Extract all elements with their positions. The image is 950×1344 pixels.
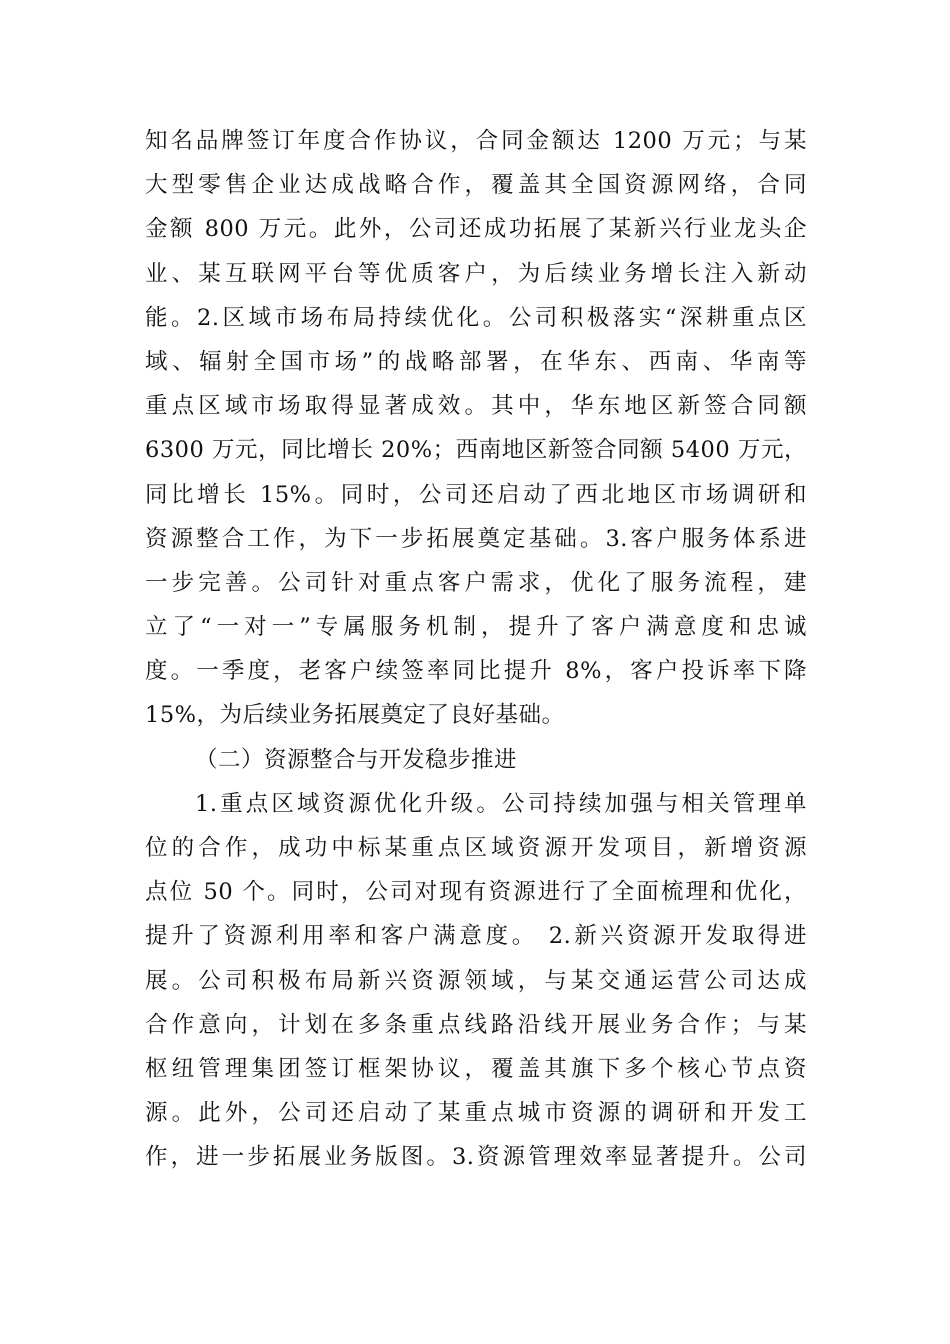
paragraph-line: 合作意向，计划在多条重点线路沿线开展业务合作；与某: [145, 1011, 807, 1038]
paragraph-line: 度。一季度，老客户续签率同比提升 8%，客户投诉率下降: [145, 658, 807, 685]
paragraph-line: 枢纽管理集团签订框架协议，覆盖其旗下多个核心节点资: [145, 1055, 807, 1082]
paragraph-line: 知名品牌签订年度合作协议，合同金额达 1200 万元；与某: [145, 128, 807, 154]
paragraph-line: 6300 万元，同比增长 20%；西南地区新签合同额 5400 万元，: [145, 437, 807, 464]
paragraph-line: 作，进一步拓展业务版图。3.资源管理效率显著提升。公司: [145, 1144, 807, 1171]
paragraph-line: 1.重点区域资源优化升级。公司持续加强与相关管理单: [195, 790, 807, 817]
paragraph-line: 提升了资源利用率和客户满意度。 2.新兴资源开发取得进: [145, 923, 807, 950]
paragraph-line: 立了“一对一”专属服务机制，提升了客户满意度和忠诚: [145, 614, 807, 641]
paragraph-line: 点位 50 个。同时，公司对现有资源进行了全面梳理和优化，: [145, 879, 807, 906]
paragraph-line: 大型零售企业达成战略合作，覆盖其全国资源网络，合同: [145, 172, 807, 199]
paragraph-line: 展。公司积极布局新兴资源领域，与某交通运营公司达成: [145, 967, 807, 994]
document-page: [145, 119, 807, 1180]
paragraph-line: 重点区域市场取得显著成效。其中，华东地区新签合同额: [145, 393, 807, 420]
paragraph-line: 业、某互联网平台等优质客户，为后续业务增长注入新动: [145, 260, 807, 287]
paragraph-line: 资源整合工作，为下一步拓展奠定基础。3.客户服务体系进: [145, 525, 807, 552]
paragraph-line: 域、辐射全国市场”的战略部署，在华东、西南、华南等: [145, 348, 807, 375]
paragraph-line: 能。2.区域市场布局持续优化。公司积极落实“深耕重点区: [145, 304, 807, 331]
paragraph-line: 源。此外，公司还启动了某重点城市资源的调研和开发工: [145, 1100, 807, 1127]
paragraph-line: 15%，为后续业务拓展奠定了良好基础。: [145, 702, 565, 729]
paragraph-line: 金额 800 万元。此外，公司还成功拓展了某新兴行业龙头企: [145, 216, 807, 243]
paragraph-line: 位的合作，成功中标某重点区域资源开发项目，新增资源: [145, 835, 807, 861]
paragraph-line: 同比增长 15%。同时，公司还启动了西北地区市场调研和: [145, 481, 807, 508]
section-heading: （二）资源整合与开发稳步推进: [195, 746, 518, 773]
paragraph-line: 一步完善。公司针对重点客户需求，优化了服务流程，建: [145, 569, 807, 596]
